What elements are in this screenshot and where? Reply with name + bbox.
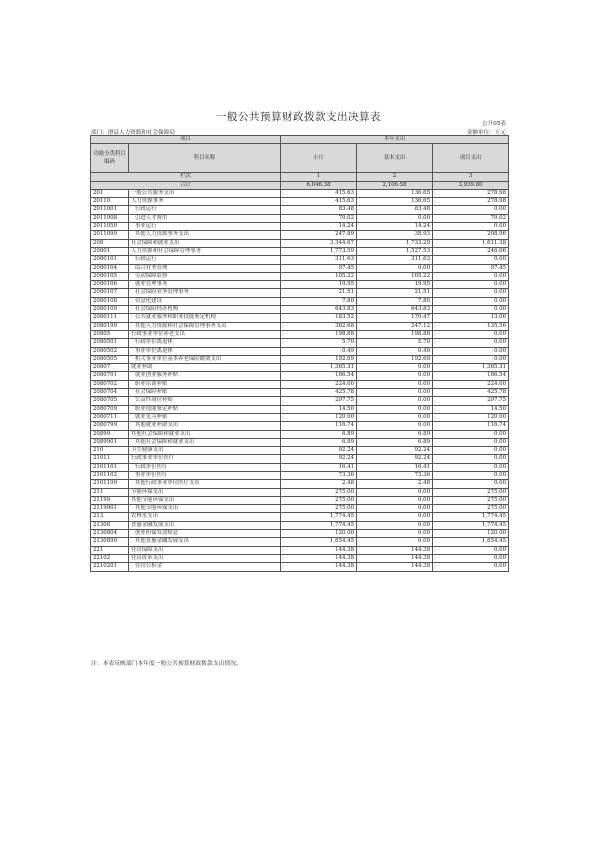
table-row (91, 546, 509, 554)
row-name: 节能环保支出 (129, 488, 281, 496)
row-subtotal: 14.24 (281, 223, 357, 231)
row-name: 机关事业单位基本养老保险缴费支出 (129, 355, 281, 363)
row-name: 就业补助 (129, 364, 281, 372)
row-code: 2089901 (91, 438, 129, 446)
header-basic: 基本支出 (357, 144, 433, 173)
row-project: 0.00 (433, 297, 509, 305)
table-row (91, 214, 509, 222)
row-project: 246.06 (433, 247, 509, 255)
row-project: 0.00 (433, 272, 509, 280)
row-project: 0.00 (433, 447, 509, 455)
table-row (91, 289, 509, 297)
row-project: 275.00 (433, 496, 509, 504)
row-code: 208 (91, 239, 129, 247)
row-basic: 311.63 (357, 256, 433, 264)
row-subtotal: 415.63 (281, 198, 357, 206)
table-row (91, 239, 509, 247)
row-name: 其他节能环保支出 (129, 496, 281, 504)
column-label: 栏次 (91, 173, 281, 181)
row-basic: 0.00 (357, 397, 433, 405)
row-basic: 19.95 (357, 281, 433, 289)
row-code: 2210201 (91, 563, 129, 571)
row-name: 就业见习补贴 (129, 413, 281, 421)
row-code: 2080199 (91, 322, 129, 330)
row-basic: 144.38 (357, 563, 433, 571)
row-subtotal: 144.38 (281, 563, 357, 571)
row-name: 事业单位离退休 (129, 347, 281, 355)
row-project: 0.00 (433, 430, 509, 438)
row-project: 208.96 (433, 231, 509, 239)
row-basic: 144.38 (357, 554, 433, 562)
row-name: 人力资源和社会保障管理事务 (129, 247, 281, 255)
row-name: 行政事业单位养老支出 (129, 330, 281, 338)
total-basic: 2,106.58 (357, 181, 433, 189)
table-row (91, 372, 509, 380)
row-code: 2011001 (91, 206, 129, 214)
row-code: 2101102 (91, 471, 129, 479)
row-project: 120.00 (433, 530, 509, 538)
row-name: 职业技能鉴定补贴 (129, 405, 281, 413)
row-subtotal: 16.41 (281, 463, 357, 471)
row-name: 信息化建设 (129, 297, 281, 305)
table-row (91, 322, 509, 330)
header-func-code: 功能分类科目编码 (91, 144, 129, 173)
col-index-1: 1 (281, 173, 357, 181)
row-code: 2080108 (91, 297, 129, 305)
row-basic: 0.00 (357, 422, 433, 430)
row-subtotal: 643.83 (281, 306, 357, 314)
row-code: 221 (91, 546, 129, 554)
row-name: 综合业务管理 (129, 264, 281, 272)
row-basic: 1,733.29 (357, 239, 433, 247)
row-project: 278.98 (433, 189, 509, 197)
row-project: 275.00 (433, 505, 509, 513)
row-name: 住房改革支出 (129, 554, 281, 562)
row-project: 0.00 (433, 289, 509, 297)
row-project: 135.56 (433, 322, 509, 330)
row-subtotal: 275.00 (281, 505, 357, 513)
row-subtotal: 1,365.31 (281, 364, 357, 372)
row-project: 1,611.38 (433, 239, 509, 247)
total-label: 合计 (91, 181, 281, 189)
row-subtotal: 5.70 (281, 339, 357, 347)
table-row (91, 297, 509, 305)
row-code: 2011008 (91, 214, 129, 222)
row-basic: 16.41 (357, 463, 433, 471)
row-subtotal: 116.74 (281, 422, 357, 430)
row-subtotal: 6.89 (281, 430, 357, 438)
table-row (91, 447, 509, 455)
row-code: 2080501 (91, 339, 129, 347)
row-subtotal: 19.95 (281, 281, 357, 289)
row-project: 297.75 (433, 397, 509, 405)
row-code: 2011099 (91, 231, 129, 239)
row-code: 211 (91, 488, 129, 496)
row-name: 其他社会保障和就业支出 (129, 438, 281, 446)
row-name: 社会保险业务管理事务 (129, 289, 281, 297)
row-project: 0.00 (433, 471, 509, 479)
row-basic: 5.70 (357, 339, 433, 347)
row-code: 2080702 (91, 380, 129, 388)
row-name: 人力资源事务 (129, 198, 281, 206)
row-subtotal: 3,344.67 (281, 239, 357, 247)
table-row (91, 189, 509, 197)
row-code: 20899 (91, 430, 129, 438)
row-subtotal: 97.45 (281, 264, 357, 272)
row-basic: 247.12 (357, 322, 433, 330)
row-name: 社会保险补贴 (129, 389, 281, 397)
row-basic: 0.00 (357, 538, 433, 546)
table-row (91, 530, 509, 538)
row-basic: 144.38 (357, 546, 433, 554)
row-basic: 92.24 (357, 447, 433, 455)
row-subtotal: 70.02 (281, 214, 357, 222)
total-subtotal: 6,046.38 (281, 181, 357, 189)
table-row (91, 554, 509, 562)
row-basic: 0.00 (357, 214, 433, 222)
row-project: 0.00 (433, 563, 509, 571)
row-code: 2080101 (91, 256, 129, 264)
table-row (91, 463, 509, 471)
row-name: 职业培训补贴 (129, 380, 281, 388)
department-label: 部门：滑县人力资源和社会保障局 (91, 130, 175, 136)
row-code: 2011050 (91, 223, 129, 231)
table-row (91, 264, 509, 272)
row-code: 2080502 (91, 347, 129, 355)
row-name: 其他行政事业单位医疗支出 (129, 480, 281, 488)
row-subtotal: 224.00 (281, 380, 357, 388)
row-project: 1,654.45 (433, 538, 509, 546)
table-row (91, 247, 509, 255)
row-code: 2080111 (91, 314, 129, 322)
table-row (91, 397, 509, 405)
table-row (91, 422, 509, 430)
row-basic: 0.00 (357, 364, 433, 372)
row-subtotal: 1,654.45 (281, 538, 357, 546)
row-subtotal: 7.80 (281, 297, 357, 305)
row-project: 0.00 (433, 256, 509, 264)
row-code: 2130804 (91, 530, 129, 538)
row-code: 20807 (91, 364, 129, 372)
row-basic: 192.69 (357, 355, 433, 363)
row-basic: 0.00 (357, 505, 433, 513)
row-project: 0.00 (433, 554, 509, 562)
row-basic: 198.88 (357, 330, 433, 338)
total-project: 3,939.80 (433, 181, 509, 189)
row-subtotal: 92.24 (281, 447, 357, 455)
row-basic: 0.00 (357, 521, 433, 529)
row-subtotal: 92.24 (281, 455, 357, 463)
row-subtotal: 1,774.45 (281, 513, 357, 521)
row-subtotal: 6.89 (281, 438, 357, 446)
table-row (91, 538, 509, 546)
row-project: 13.06 (433, 314, 509, 322)
row-subtotal: 166.54 (281, 372, 357, 380)
row-name: 公益性岗位补贴 (129, 397, 281, 405)
row-code: 2101101 (91, 463, 129, 471)
row-subtotal: 183.52 (281, 314, 357, 322)
row-basic: 1,527.53 (357, 247, 433, 255)
row-code: 210 (91, 447, 129, 455)
row-code: 2080711 (91, 413, 129, 421)
row-basic: 136.65 (357, 189, 433, 197)
table-row (91, 364, 509, 372)
row-project: 0.00 (433, 330, 509, 338)
row-basic: 643.83 (357, 306, 433, 314)
row-subtotal: 425.78 (281, 389, 357, 397)
row-subtotal: 275.00 (281, 488, 357, 496)
row-code: 2119901 (91, 505, 129, 513)
table-row (91, 488, 509, 496)
row-subtotal: 1,774.45 (281, 521, 357, 529)
row-name: 就业管理事务 (129, 281, 281, 289)
row-subtotal: 21.51 (281, 289, 357, 297)
row-basic: 0.00 (357, 372, 433, 380)
table-row (91, 206, 509, 214)
row-basic: 0.00 (357, 496, 433, 504)
row-code: 2080104 (91, 264, 129, 272)
row-subtotal: 83.48 (281, 206, 357, 214)
row-code: 2080709 (91, 405, 129, 413)
row-project: 116.74 (433, 422, 509, 430)
row-code: 20110 (91, 198, 129, 206)
row-code: 2080106 (91, 281, 129, 289)
row-name: 农林水支出 (129, 513, 281, 521)
row-name: 其他就业补助支出 (129, 422, 281, 430)
table-row (91, 272, 509, 280)
table-row (91, 563, 509, 571)
row-code: 2130899 (91, 538, 129, 546)
row-basic: 6.89 (357, 430, 433, 438)
row-subtotal: 14.50 (281, 405, 357, 413)
table-row (91, 281, 509, 289)
row-name: 引进人才费用 (129, 214, 281, 222)
table-row (91, 314, 509, 322)
row-project: 120.00 (433, 413, 509, 421)
row-code: 201 (91, 189, 129, 197)
row-code: 2080705 (91, 397, 129, 405)
col-index-2: 2 (357, 173, 433, 181)
row-subtotal: 311.63 (281, 256, 357, 264)
row-subtotal: 120.00 (281, 413, 357, 421)
row-basic: 105.22 (357, 272, 433, 280)
table-row (91, 389, 509, 397)
row-code: 2080109 (91, 306, 129, 314)
row-code: 2080105 (91, 272, 129, 280)
row-basic: 7.80 (357, 297, 433, 305)
row-name: 行政单位离退休 (129, 339, 281, 347)
table-row (91, 513, 509, 521)
row-project: 0.00 (433, 281, 509, 289)
table-row (91, 455, 509, 463)
table-row (91, 480, 509, 488)
row-project: 0.00 (433, 355, 509, 363)
table-row (91, 405, 509, 413)
row-project: 14.50 (433, 405, 509, 413)
row-name: 其他人力资源事务支出 (129, 231, 281, 239)
row-project: 275.00 (433, 488, 509, 496)
table-row (91, 256, 509, 264)
row-subtotal: 105.22 (281, 272, 357, 280)
row-subtotal: 73.36 (281, 471, 357, 479)
unit-label: 金额单位：万元 (466, 130, 506, 136)
row-project: 1,774.45 (433, 513, 509, 521)
row-project: 0.00 (433, 306, 509, 314)
row-basic: 136.65 (357, 198, 433, 206)
table-row (91, 438, 509, 446)
row-basic: 0.00 (357, 389, 433, 397)
table-row (91, 471, 509, 479)
row-project: 0.00 (433, 480, 509, 488)
page-title: 一般公共预算财政拨款支出决算表 (216, 111, 381, 123)
row-name: 事业单位医疗 (129, 471, 281, 479)
col-index-3: 3 (433, 173, 509, 181)
row-name: 住房保障支出 (129, 546, 281, 554)
row-subtotal: 0.49 (281, 347, 357, 355)
table-row (91, 380, 509, 388)
row-subtotal: 382.68 (281, 322, 357, 330)
row-subtotal: 297.75 (281, 397, 357, 405)
row-basic: 0.00 (357, 413, 433, 421)
row-basic: 14.24 (357, 223, 433, 231)
row-code: 213 (91, 513, 129, 521)
row-code: 20801 (91, 247, 129, 255)
row-basic: 0.00 (357, 405, 433, 413)
row-code: 2080799 (91, 422, 129, 430)
header-item: 项目 (91, 136, 281, 144)
row-name: 创业担保贷款贴息 (129, 530, 281, 538)
row-subtotal: 275.00 (281, 496, 357, 504)
row-name: 行政事业单位医疗 (129, 455, 281, 463)
row-basic: 73.36 (357, 471, 433, 479)
row-basic: 83.48 (357, 206, 433, 214)
row-project: 97.45 (433, 264, 509, 272)
row-name: 卫生健康支出 (129, 447, 281, 455)
row-project: 0.00 (433, 546, 509, 554)
row-basic: 0.00 (357, 380, 433, 388)
table-body (91, 189, 509, 571)
row-basic: 0.00 (357, 530, 433, 538)
table-row (91, 496, 509, 504)
row-name: 其他普惠金融发展支出 (129, 538, 281, 546)
row-subtotal: 1,773.59 (281, 247, 357, 255)
row-subtotal: 120.00 (281, 530, 357, 538)
table-row (91, 223, 509, 231)
table-row (91, 505, 509, 513)
table-row (91, 198, 509, 206)
row-name: 其他人力资源和社会保障管理事务支出 (129, 322, 281, 330)
row-subtotal: 144.38 (281, 554, 357, 562)
row-project: 425.78 (433, 389, 509, 397)
table-row (91, 521, 509, 529)
row-code: 20805 (91, 330, 129, 338)
row-basic: 92.24 (357, 455, 433, 463)
row-project: 0.00 (433, 339, 509, 347)
row-basic: 0.00 (357, 488, 433, 496)
row-code: 21199 (91, 496, 129, 504)
row-name: 公共就业服务和职业技能鉴定机构 (129, 314, 281, 322)
row-project: 70.02 (433, 214, 509, 222)
row-name: 行政单位医疗 (129, 463, 281, 471)
row-project: 1,365.31 (433, 364, 509, 372)
row-subtotal: 192.69 (281, 355, 357, 363)
header-subject-name: 科目名称 (129, 144, 281, 173)
header-project: 项目支出 (433, 144, 509, 173)
row-name: 行政运行 (129, 206, 281, 214)
header-subtotal: 小计 (281, 144, 357, 173)
row-project: 0.00 (433, 347, 509, 355)
row-project: 0.00 (433, 463, 509, 471)
row-basic: 21.51 (357, 289, 433, 297)
row-name: 就业创业服务补贴 (129, 372, 281, 380)
expenditure-table (90, 135, 509, 572)
row-code: 22102 (91, 554, 129, 562)
row-code: 2080505 (91, 355, 129, 363)
row-project: 224.00 (433, 380, 509, 388)
form-code: 公开05表 (482, 121, 506, 127)
table-row (91, 347, 509, 355)
row-name: 事业运行 (129, 223, 281, 231)
row-subtotal: 144.38 (281, 546, 357, 554)
row-basic: 2.48 (357, 480, 433, 488)
row-name: 一般公共服务支出 (129, 189, 281, 197)
row-project: 0.00 (433, 438, 509, 446)
row-name: 社会保障和就业支出 (129, 239, 281, 247)
row-name: 住房公积金 (129, 563, 281, 571)
row-project: 0.00 (433, 455, 509, 463)
row-name: 其他节能环保支出 (129, 505, 281, 513)
row-code: 2101199 (91, 480, 129, 488)
row-basic: 6.89 (357, 438, 433, 446)
row-basic: 0.00 (357, 513, 433, 521)
table-row (91, 413, 509, 421)
row-subtotal: 247.89 (281, 231, 357, 239)
footnote: 注：本表反映部门本年度一般公共预算财政拨款支出情况。 (91, 661, 242, 667)
row-basic: 0.00 (357, 264, 433, 272)
row-code: 21308 (91, 521, 129, 529)
table-row (91, 330, 509, 338)
row-basic: 170.47 (357, 314, 433, 322)
row-name: 其他社会保障和就业支出 (129, 430, 281, 438)
row-basic: 0.49 (357, 347, 433, 355)
table-row (91, 231, 509, 239)
row-subtotal: 198.88 (281, 330, 357, 338)
table-row (91, 355, 509, 363)
row-project: 166.54 (433, 372, 509, 380)
row-project: 0.00 (433, 223, 509, 231)
row-name: 劳动保障监察 (129, 272, 281, 280)
row-subtotal: 2.48 (281, 480, 357, 488)
row-code: 2080107 (91, 289, 129, 297)
row-code: 2080701 (91, 372, 129, 380)
row-name: 普惠金融发展支出 (129, 521, 281, 529)
table-row (91, 430, 509, 438)
header-current-year: 本年支出 (281, 136, 509, 144)
row-name: 社会保险经办机构 (129, 306, 281, 314)
row-code: 21011 (91, 455, 129, 463)
table-row (91, 306, 509, 314)
row-basic: 38.93 (357, 231, 433, 239)
table-row (91, 339, 509, 347)
row-subtotal: 415.63 (281, 189, 357, 197)
row-code: 2080704 (91, 389, 129, 397)
row-project: 0.00 (433, 206, 509, 214)
row-project: 278.98 (433, 198, 509, 206)
row-name: 行政运行 (129, 256, 281, 264)
row-project: 1,774.45 (433, 521, 509, 529)
